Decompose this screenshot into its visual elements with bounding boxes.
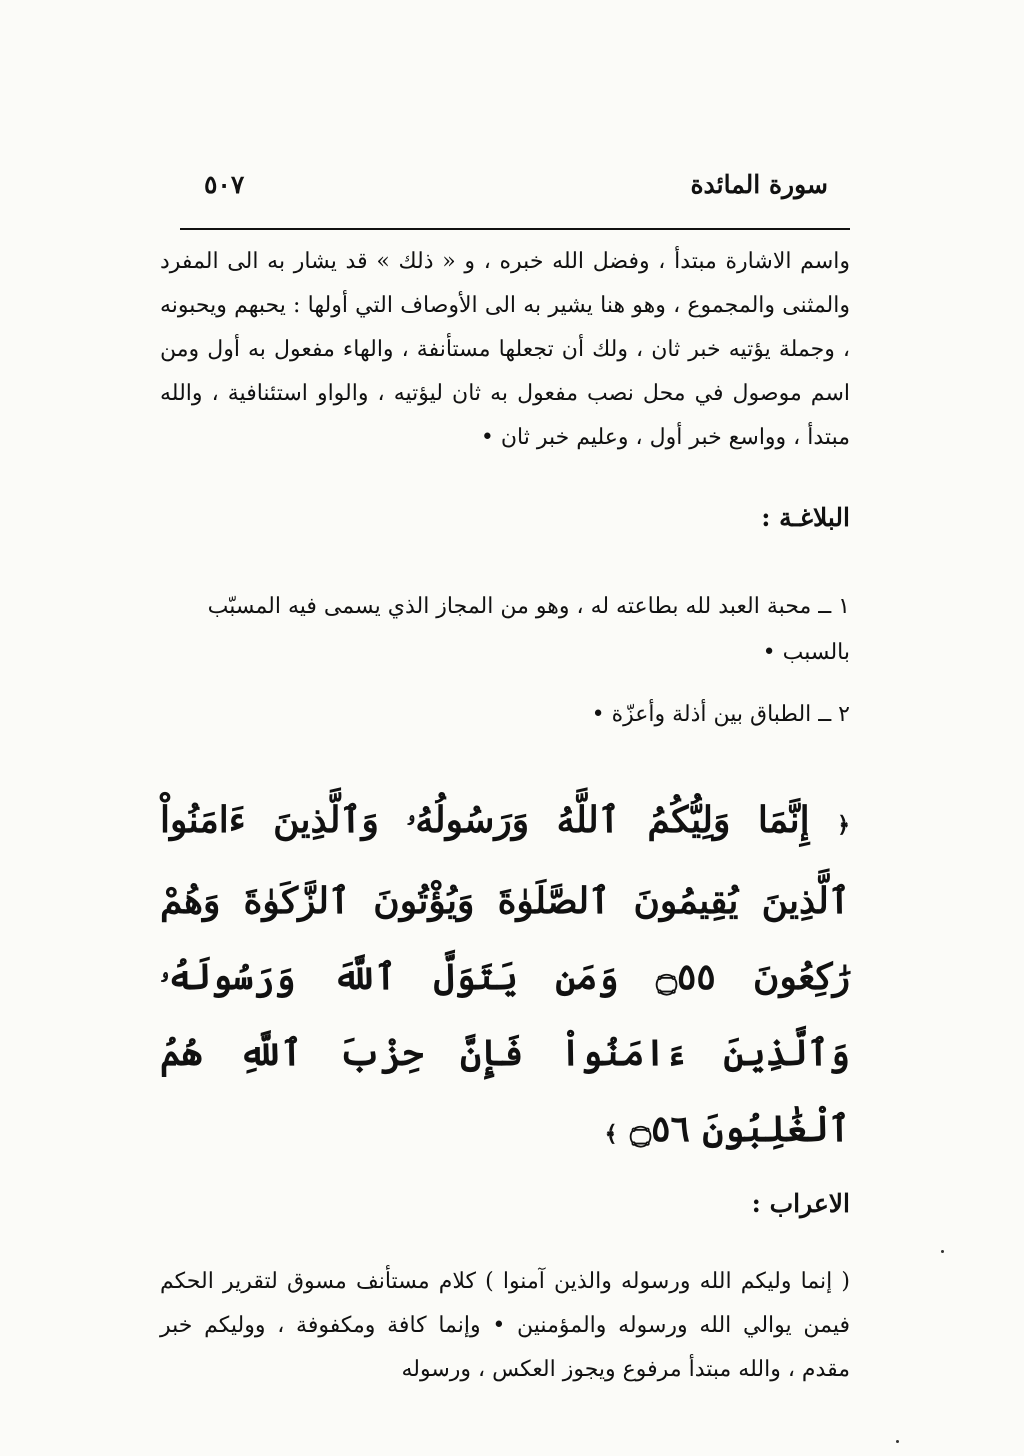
book-page [160,170,850,1392]
intro-paragraph: واسم الاشارة مبتدأ ، وفضل الله خبره ، و « ذلك » قد يشار به الى المفرد والمثنى والمجموع ، وهو هنا يشير به الى الأوصاف التي أولها : يحبهم ويحبونه ، وجملة يؤتيه خبر ثان ، ولك أن تجعلها مستأنفة ، والهاء مفعول به أول ومن اسم موصول في محل نصب مفعول به ثان ليؤتيه ، والواو استئنافية ، والله مبتدأ ، وواسع خبر أول ، وعليم خبر ثان • [160,249,851,450]
balagha-heading: البلاغـة : [761,503,850,532]
iarab-paragraph: ( إنما وليكم الله ورسوله والذين آمنوا ) كلام مستأنف مسوق لتقرير الحكم فيمن يوالي الله ورسوله والمؤمنين • وإنما كافة ومكفوفة ، ووليكم خبر مقدم ، والله مبتدأ مرفوع ويجوز العكس ، ورسوله [160,1269,850,1382]
page-header [160,170,850,214]
header-rule [180,228,850,230]
surah-title: سورة المائدة [690,170,828,199]
paper-speck [941,1250,944,1253]
quran-verse [160,782,850,1172]
iarab-heading: الاعراب : [751,1189,850,1218]
paper-speck [896,1440,899,1443]
balagha-item-1: ١ ــ محبة العبد لله بطاعته له ، وهو من المجاز الذي يسمى فيه المسبّب بالسبب • [207,594,850,665]
verse-text: إِنَّمَا وَلِيُّكُمُ ٱللَّهُ وَرَسُولُهُۥ وَٱلَّذِينَ ءَامَنُواْ ٱلَّذِينَ يُقِيمُونَ ٱلصَّلَوٰةَ وَيُؤْتُونَ ٱلزَّكَوٰةَ وَهُمْ رَٰكِعُونَ ۝٥٥ وَمَن يَتَوَلَّ ٱللَّهَ وَرَسُولَهُۥ وَٱلَّذِينَ ءَامَنُواْ فَإِنَّ حِزْبَ ٱللَّهِ هُمُ ٱلْغَٰلِبُونَ ۝٥٦ [160,799,850,1150]
balagha-item-2: ٢ ــ الطباق بين أذلة وأعزّة • [591,702,850,727]
page-number: ٥٠٧ [204,170,245,199]
verse-open-ornament: ﴿ [837,812,850,838]
verse-close-ornament: ﴾ [604,1121,618,1147]
